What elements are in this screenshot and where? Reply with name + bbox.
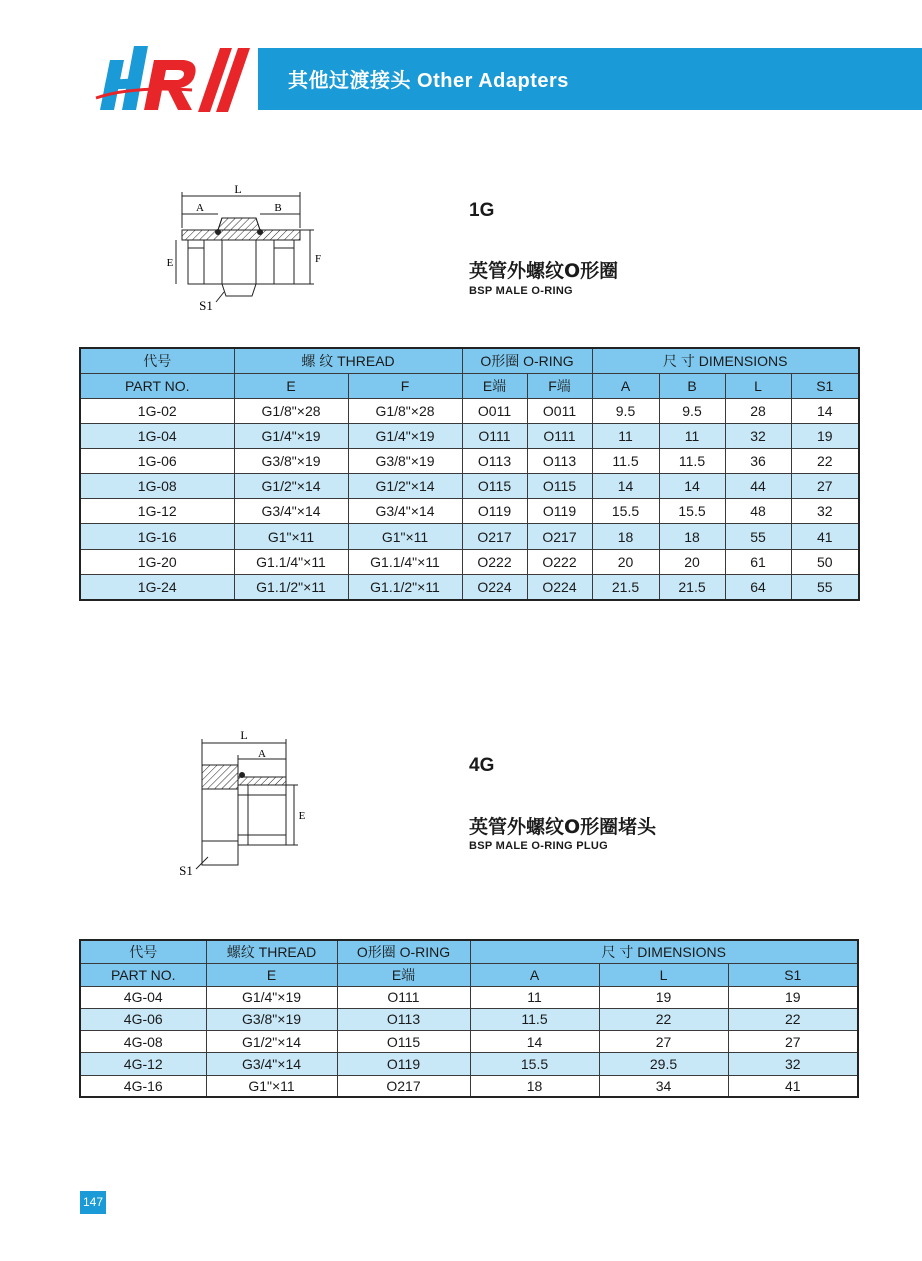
diagram-label-B: B (274, 202, 282, 214)
table-cell: 15.5 (470, 1053, 599, 1075)
diagram-1g (160, 180, 330, 315)
table-cell: 20 (592, 549, 659, 574)
table-cell: 32 (728, 1053, 858, 1075)
diagram-label-E: E (298, 810, 306, 822)
table-cell: G1.1/4"×11 (348, 549, 462, 574)
table-cell: G3/8"×19 (234, 448, 348, 473)
diagram-label-L: L (234, 182, 242, 196)
product-code-4g: 4G (469, 755, 495, 776)
diagram-label-E: E (166, 257, 174, 269)
subheader: A (470, 963, 599, 986)
header-dimensions: 尺 寸 DIMENSIONS (470, 940, 858, 963)
diagram-label-S1: S1 (179, 863, 193, 878)
table-cell: G1.1/4"×11 (234, 549, 348, 574)
table-cell: G1/4"×19 (348, 423, 462, 448)
table-cell: O217 (337, 1075, 470, 1097)
spec-table-1g (79, 347, 860, 601)
table-cell: 22 (728, 1008, 858, 1030)
table-cell: 55 (725, 524, 791, 549)
table-cell: 36 (725, 448, 791, 473)
product-name-en-1g: BSP MALE O-RING (469, 285, 573, 297)
table-cell: 28 (725, 398, 791, 423)
table-cell: G1/8"×28 (348, 398, 462, 423)
table-cell: G3/8"×19 (348, 448, 462, 473)
table-cell: O113 (527, 448, 592, 473)
table-cell: G1.1/2"×11 (348, 574, 462, 599)
table-cell: G1/2"×14 (206, 1031, 337, 1053)
table-cell: 4G-06 (80, 1008, 206, 1030)
table-cell: 9.5 (659, 398, 725, 423)
table-cell: 61 (725, 549, 791, 574)
table-cell: 11 (470, 986, 599, 1008)
table-cell: G1/2"×14 (348, 474, 462, 499)
table-cell: O224 (527, 574, 592, 599)
table-cell: 1G-06 (80, 448, 234, 473)
table-cell: 14 (791, 398, 859, 423)
table-cell: 9.5 (592, 398, 659, 423)
table-row (80, 524, 859, 549)
table-cell: G1"×11 (348, 524, 462, 549)
subheader: E端 (462, 373, 527, 398)
subheader: A (592, 373, 659, 398)
table-cell: O115 (462, 474, 527, 499)
subheader: E (206, 963, 337, 986)
diagram-label-A: A (258, 748, 266, 760)
diagram-label-F: F (314, 253, 322, 265)
table-cell: 14 (592, 474, 659, 499)
header-thread: 螺纹 THREAD (206, 940, 337, 963)
table-cell: 11.5 (659, 448, 725, 473)
table-cell: 20 (659, 549, 725, 574)
table-cell: G3/8"×19 (206, 1008, 337, 1030)
table-cell: 21.5 (659, 574, 725, 599)
table-cell: 11.5 (592, 448, 659, 473)
table-cell: O113 (337, 1008, 470, 1030)
product-name-cn-1g: 英管外螺纹O形圈 (469, 260, 619, 282)
product-code-1g: 1G (469, 200, 495, 221)
table-row (80, 448, 859, 473)
table-cell: O011 (527, 398, 592, 423)
table-cell: 1G-20 (80, 549, 234, 574)
header-part-cn: 代号 (80, 348, 234, 373)
table-cell: 18 (470, 1075, 599, 1097)
table-cell: G1"×11 (234, 524, 348, 549)
table-cell: 4G-12 (80, 1053, 206, 1075)
diagram-4g (172, 725, 312, 880)
table-row (80, 398, 859, 423)
header-part-en: PART NO. (80, 963, 206, 986)
table-cell: G3/4"×14 (348, 499, 462, 524)
table-cell: O011 (462, 398, 527, 423)
header-dimensions: 尺 寸 DIMENSIONS (592, 348, 859, 373)
table-cell: 27 (728, 1031, 858, 1053)
table-row (80, 574, 859, 599)
table-cell: G1"×11 (206, 1075, 337, 1097)
table-cell: 1G-16 (80, 524, 234, 549)
table-cell: 48 (725, 499, 791, 524)
spec-table-4g (79, 939, 859, 1098)
table-cell: 44 (725, 474, 791, 499)
table-cell: G1/4"×19 (206, 986, 337, 1008)
table-cell: 14 (470, 1031, 599, 1053)
table-row (80, 1031, 858, 1053)
table-cell: O224 (462, 574, 527, 599)
table-cell: O119 (462, 499, 527, 524)
table-row (80, 1008, 858, 1030)
subheader: S1 (728, 963, 858, 986)
subheader: E (234, 373, 348, 398)
table-cell: 22 (599, 1008, 728, 1030)
product-name-en-4g: BSP MALE O-RING PLUG (469, 840, 609, 852)
table-cell: 19 (728, 986, 858, 1008)
table-cell: O115 (527, 474, 592, 499)
table-cell: 4G-08 (80, 1031, 206, 1053)
subheader: F端 (527, 373, 592, 398)
table-cell: O217 (462, 524, 527, 549)
table-cell: 18 (659, 524, 725, 549)
table-cell: 29.5 (599, 1053, 728, 1075)
table-cell: O111 (337, 986, 470, 1008)
table-cell: 41 (728, 1075, 858, 1097)
table-cell: 22 (791, 448, 859, 473)
table-row (80, 474, 859, 499)
subheader: F (348, 373, 462, 398)
subheader: L (599, 963, 728, 986)
table-cell: 1G-02 (80, 398, 234, 423)
table-cell: O111 (527, 423, 592, 448)
product-name-cn-4g: 英管外螺纹O形圈堵头 (469, 816, 657, 838)
table-cell: O222 (527, 549, 592, 574)
table-cell: O222 (462, 549, 527, 574)
subheader: L (725, 373, 791, 398)
table-row (80, 423, 859, 448)
table-cell: 1G-04 (80, 423, 234, 448)
table-cell: G3/4"×14 (206, 1053, 337, 1075)
table-cell: 50 (791, 549, 859, 574)
table-cell: G3/4"×14 (234, 499, 348, 524)
subheader: E端 (337, 963, 470, 986)
table-cell: 27 (791, 474, 859, 499)
table-cell: 4G-04 (80, 986, 206, 1008)
table-cell: 32 (791, 499, 859, 524)
table-cell: 19 (599, 986, 728, 1008)
table-cell: 4G-16 (80, 1075, 206, 1097)
diagram-label-S1: S1 (199, 298, 213, 313)
subheader: B (659, 373, 725, 398)
table-cell: G1/4"×19 (234, 423, 348, 448)
table-row (80, 1075, 858, 1097)
table-cell: G1/2"×14 (234, 474, 348, 499)
table-cell: 34 (599, 1075, 728, 1097)
table-cell: G1.1/2"×11 (234, 574, 348, 599)
table-cell: O217 (527, 524, 592, 549)
table-cell: 64 (725, 574, 791, 599)
table-cell: 1G-12 (80, 499, 234, 524)
diagram-label-A: A (196, 202, 204, 214)
header-thread: 螺 纹 THREAD (234, 348, 462, 373)
table-cell: 27 (599, 1031, 728, 1053)
table-cell: O119 (527, 499, 592, 524)
table-cell: G1/8"×28 (234, 398, 348, 423)
header-part-en: PART NO. (80, 373, 234, 398)
table-cell: 21.5 (592, 574, 659, 599)
table-cell: 1G-08 (80, 474, 234, 499)
table-cell: 32 (725, 423, 791, 448)
table-row (80, 986, 858, 1008)
table-cell: 15.5 (659, 499, 725, 524)
table-cell: 19 (791, 423, 859, 448)
table-cell: 15.5 (592, 499, 659, 524)
header-oring: O形圈 O-RING (462, 348, 592, 373)
table-cell: 14 (659, 474, 725, 499)
table-row (80, 499, 859, 524)
table-cell: 11.5 (470, 1008, 599, 1030)
subheader: S1 (791, 373, 859, 398)
table-cell: 18 (592, 524, 659, 549)
table-row (80, 549, 859, 574)
page-number: 147 (80, 1191, 106, 1214)
table-cell: 11 (659, 423, 725, 448)
table-cell: O115 (337, 1031, 470, 1053)
table-cell: 11 (592, 423, 659, 448)
table-cell: 41 (791, 524, 859, 549)
table-cell: 55 (791, 574, 859, 599)
table-cell: O113 (462, 448, 527, 473)
header-oring: O形圈 O-RING (337, 940, 470, 963)
table-row (80, 1053, 858, 1075)
header-part-cn: 代号 (80, 940, 206, 963)
hr-logo (92, 40, 267, 115)
table-cell: O119 (337, 1053, 470, 1075)
table-cell: 1G-24 (80, 574, 234, 599)
table-cell: O111 (462, 423, 527, 448)
diagram-label-L: L (240, 728, 248, 742)
page-title: 其他过渡接头 Other Adapters (288, 70, 569, 92)
